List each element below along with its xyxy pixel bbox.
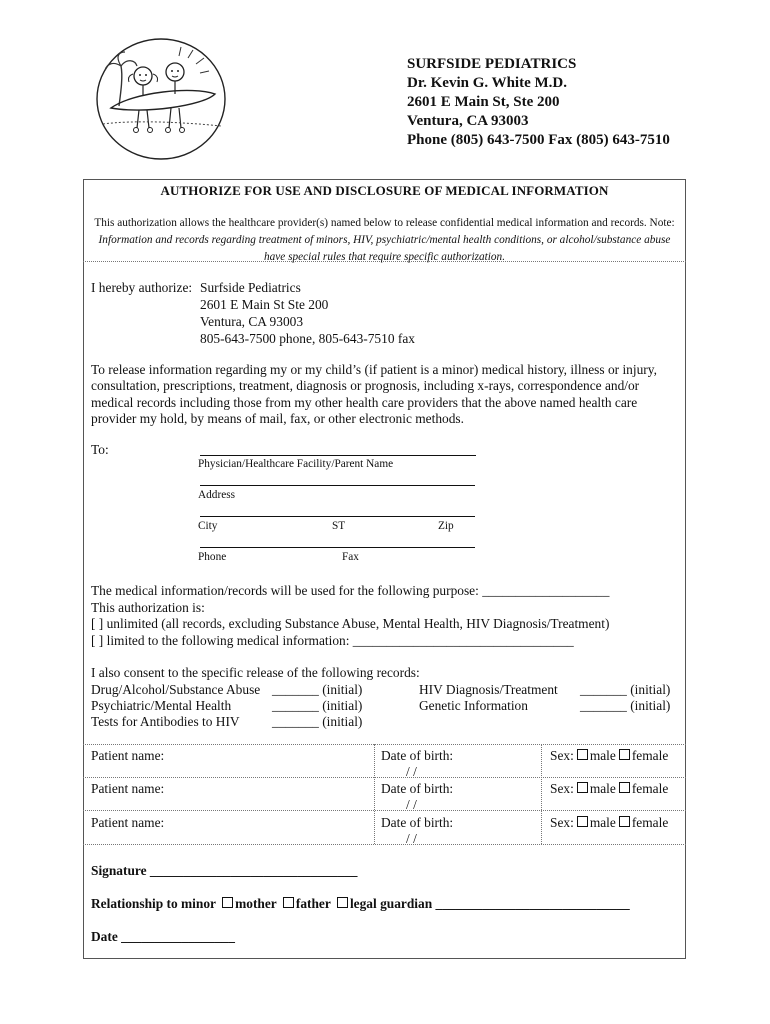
purpose-line: The medical information/records will be used for the following purpose: ___________________	[91, 583, 610, 598]
provider-name: Surfside Pediatrics	[200, 280, 301, 295]
sex-field	[550, 747, 668, 764]
release-text-1: To release information regarding my or my child’s (if patient is a minor) medical history, illness or injury,	[91, 362, 657, 377]
dob-label: Date of birth:	[381, 781, 454, 796]
sex-field	[550, 780, 668, 797]
practice-phone-fax: Phone (805) 643-7500 Fax (805) 643-7510	[407, 132, 670, 148]
female-checkbox[interactable]	[619, 782, 630, 793]
recipient-phone-label: Phone	[198, 551, 227, 563]
option-limited[interactable]: [ ] limited to the following medical information: _________________________________	[91, 633, 574, 648]
table-divider	[374, 744, 375, 844]
father-checkbox[interactable]	[283, 897, 294, 908]
male-label: male	[589, 748, 616, 763]
recipient-phone-line[interactable]	[200, 547, 475, 548]
dob-label: Date of birth:	[381, 748, 454, 763]
record-psychiatric: Psychiatric/Mental Health	[91, 698, 232, 713]
patient-name-label[interactable]: Patient name:	[91, 748, 165, 763]
doctor-name: Dr. Kevin G. White M.D.	[407, 75, 567, 91]
patient-table	[83, 744, 686, 745]
dob-slashes[interactable]: / /	[406, 831, 417, 846]
mother-label: mother	[235, 896, 277, 911]
mother-checkbox[interactable]	[222, 897, 233, 908]
male-label: male	[589, 815, 616, 830]
recipient-st-label: ST	[332, 520, 346, 532]
form-intro	[92, 215, 677, 266]
initial-psychiatric[interactable]: _______ (initial)	[272, 698, 363, 713]
initial-hiv-test[interactable]: _______ (initial)	[272, 714, 363, 729]
provider-address1: 2601 E Main St Ste 200	[200, 297, 329, 312]
practice-address-line1: 2601 E Main St, Ste 200	[407, 94, 560, 110]
consent-line: I also consent to the specific release of the following records:	[91, 665, 420, 680]
legal-guardian-label[interactable]: legal guardian _____________________________	[349, 896, 630, 911]
practice-address-line2: Ventura, CA 93003	[407, 113, 529, 129]
recipient-zip-label: Zip	[438, 520, 454, 532]
female-label: female	[631, 815, 669, 830]
legal-guardian-checkbox[interactable]	[337, 897, 348, 908]
provider-phone: 805-643-7500 phone, 805-643-7510 fax	[200, 331, 415, 346]
patient-name-label[interactable]: Patient name:	[91, 815, 165, 830]
to-label: To:	[91, 442, 109, 457]
form-title: AUTHORIZE FOR USE AND DISCLOSURE OF MEDICAL INFORMATION	[160, 183, 609, 198]
recipient-address-line[interactable]	[200, 485, 475, 486]
dob-slashes[interactable]: / /	[406, 764, 417, 779]
female-label: female	[631, 781, 669, 796]
father-label: father	[295, 896, 331, 911]
female-checkbox[interactable]	[619, 749, 630, 760]
female-label: female	[631, 748, 669, 763]
recipient-name-line[interactable]	[200, 455, 476, 456]
release-text-4: provider my hold, by means of mail, fax, or other electronic methods.	[91, 411, 464, 426]
recipient-city-label: City	[198, 520, 218, 532]
authorize-label: I hereby authorize:	[91, 280, 193, 295]
relationship-row	[91, 896, 630, 912]
intro-italic: Information and records regarding treatment of minors, HIV, psychiatric/mental health conditions, or alcohol/substance abuse have special rules that require specific authorization.	[98, 234, 671, 263]
sex-label: Sex:	[550, 781, 574, 796]
relationship-label: Relationship to minor	[91, 896, 216, 911]
dob-label: Date of birth:	[381, 815, 454, 830]
male-checkbox[interactable]	[577, 816, 588, 827]
record-hiv-test: Tests for Antibodies to HIV	[91, 714, 240, 729]
record-genetic: Genetic Information	[419, 698, 528, 713]
provider-address2: Ventura, CA 93003	[200, 314, 304, 329]
release-text-3: medical records including those from my other health care providers that the above named health care	[91, 395, 638, 410]
practice-header	[407, 55, 670, 150]
record-drug-alcohol: Drug/Alcohol/Substance Abuse	[91, 682, 261, 697]
practice-logo	[93, 36, 229, 162]
option-unlimited[interactable]: [ ] unlimited (all records, excluding Substance Abuse, Mental Health, HIV Diagnosis/Treatment)	[91, 616, 610, 631]
initial-drug-alcohol[interactable]: _______ (initial)	[272, 682, 363, 697]
sex-label: Sex:	[550, 748, 574, 763]
practice-name: SURFSIDE PEDIATRICS	[407, 56, 577, 72]
sex-label: Sex:	[550, 815, 574, 830]
recipient-name-label: Physician/Healthcare Facility/Parent Name	[198, 458, 394, 470]
female-checkbox[interactable]	[619, 816, 630, 827]
recipient-fax-label: Fax	[342, 551, 359, 563]
sex-field	[550, 814, 668, 831]
patient-name-label[interactable]: Patient name:	[91, 781, 165, 796]
signature-field[interactable]: Signature _______________________________	[91, 863, 358, 878]
intro-plain: This authorization allows the healthcare provider(s) named below to release confidential medical information and records. Note:	[94, 217, 675, 229]
dob-slashes[interactable]: / /	[406, 797, 417, 812]
male-label: male	[589, 781, 616, 796]
recipient-address-label: Address	[198, 489, 236, 501]
initial-genetic[interactable]: _______ (initial)	[580, 698, 671, 713]
male-checkbox[interactable]	[577, 749, 588, 760]
authorization-is: This authorization is:	[91, 600, 205, 615]
record-hiv-diagnosis: HIV Diagnosis/Treatment	[419, 682, 558, 697]
initial-hiv-diagnosis[interactable]: _______ (initial)	[580, 682, 671, 697]
table-divider	[541, 744, 542, 844]
date-field[interactable]: Date _________________	[91, 929, 235, 944]
recipient-city-line[interactable]	[200, 516, 475, 517]
release-text-2: consultation, prescriptions, treatment, diagnosis or prognosis, including x-rays, correspondence and/or	[91, 378, 640, 393]
male-checkbox[interactable]	[577, 782, 588, 793]
